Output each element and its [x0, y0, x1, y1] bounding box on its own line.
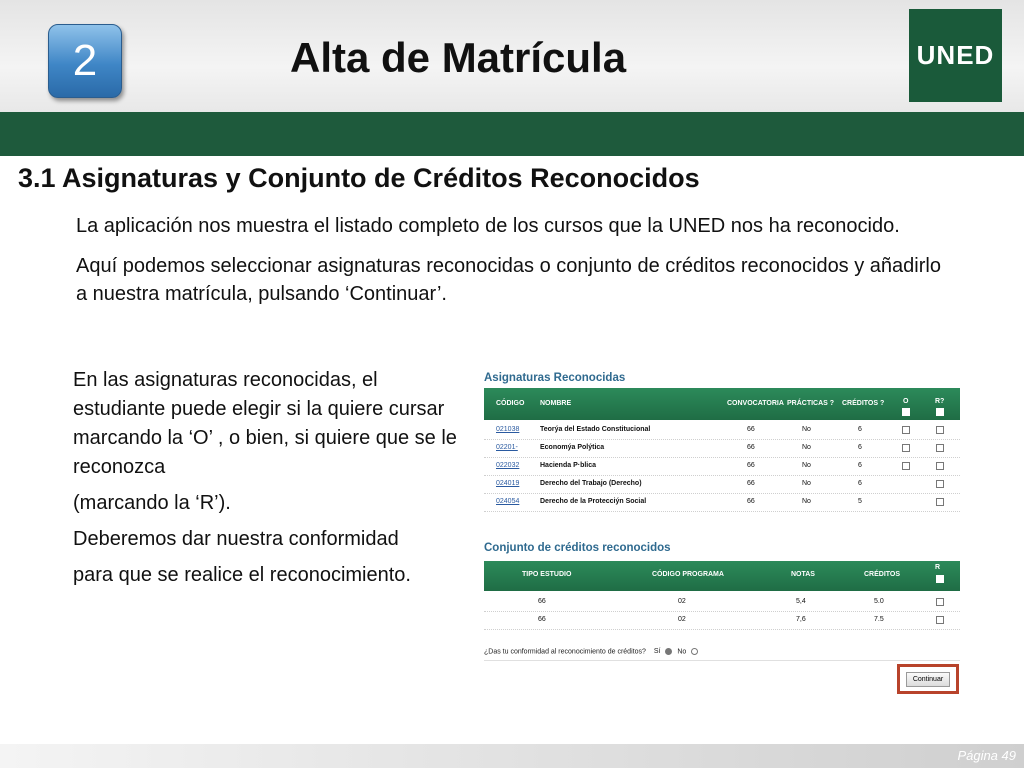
practicas-value: No: [802, 426, 811, 433]
no-label: No: [677, 648, 687, 656]
reconocer-r-checkbox[interactable]: [936, 462, 944, 470]
creditos-value: 6: [858, 462, 862, 469]
table-row: [484, 612, 960, 630]
yes-radio[interactable]: [665, 648, 672, 655]
practicas-value: No: [802, 480, 811, 487]
course-name: Hacienda P·blica: [540, 462, 597, 469]
practicas-value: No: [802, 498, 811, 505]
codigo-programa-value: 02: [678, 598, 686, 605]
conformity-question: [484, 648, 701, 655]
asignaturas-table-header: [484, 388, 960, 420]
tipo-estudio-value: 66: [538, 598, 546, 605]
course-name: Teorýa del Estado Constitucional: [540, 426, 651, 433]
convocatoria-value: 66: [747, 480, 755, 487]
creditos-value: 5.0: [874, 598, 884, 605]
course-code-link[interactable]: 021038: [496, 426, 520, 433]
column-header: TIPO ESTUDIO: [522, 571, 572, 578]
column-header: PRÁCTICAS ?: [787, 400, 835, 407]
cursar-o-checkbox[interactable]: [902, 426, 910, 434]
intro-paragraph: La aplicación nos muestra el listado completo de los cursos que la UNED nos ha reconocido.: [76, 215, 900, 237]
table-row: [484, 440, 960, 458]
column-header: NOTAS: [791, 571, 815, 578]
course-code-link[interactable]: 024019: [496, 480, 520, 487]
convocatoria-value: 66: [747, 498, 755, 505]
reconocer-r-checkbox[interactable]: [936, 444, 944, 452]
table-row: [484, 476, 960, 494]
side-paragraph: Deberemos dar nuestra conformidad: [73, 528, 399, 550]
course-name: Derecho de la Protecciýn Social: [540, 498, 647, 505]
course-code-link[interactable]: 024054: [496, 498, 520, 505]
notas-value: 5,4: [796, 598, 806, 605]
reconocer-r-checkbox[interactable]: [936, 426, 944, 434]
creditos-value: 6: [858, 426, 862, 433]
course-code-link[interactable]: 02201-: [496, 444, 518, 451]
course-code-link[interactable]: 022032: [496, 462, 520, 469]
column-header: CÓDIGO PROGRAMA: [652, 571, 724, 578]
header-divider-bar: [0, 112, 1024, 156]
side-text: [73, 366, 463, 597]
continue-highlight: [897, 664, 959, 694]
course-name: Economýa Polýtica: [540, 444, 605, 451]
convocatoria-value: 66: [747, 444, 755, 451]
reconocer-creditos-checkbox[interactable]: [936, 598, 944, 606]
reconocer-creditos-checkbox[interactable]: [936, 616, 944, 624]
practicas-value: No: [802, 462, 811, 469]
asignaturas-heading: Asignaturas Reconocidas: [484, 372, 626, 384]
convocatoria-value: 66: [747, 462, 755, 469]
screenshot-footer: [484, 660, 960, 699]
select-all-creditos-checkbox[interactable]: [936, 575, 944, 583]
table-row: [484, 458, 960, 476]
convocatoria-value: 66: [747, 426, 755, 433]
column-header: R: [935, 564, 941, 571]
reconocer-r-checkbox[interactable]: [936, 480, 944, 488]
column-header: CONVOCATORIA: [727, 400, 784, 407]
uned-logo: UNED: [909, 9, 1002, 102]
table-row: [484, 594, 960, 612]
select-all-o-checkbox[interactable]: [902, 408, 910, 416]
slide-header: [0, 0, 1024, 112]
side-paragraph: (marcando la ‘R’).: [73, 492, 231, 514]
creditos-value: 6: [858, 444, 862, 451]
question-text: ¿Das tu conformidad al reconocimiento de créditos?: [484, 648, 646, 656]
no-radio[interactable]: [691, 648, 698, 655]
column-header: CRÉDITOS: [864, 571, 901, 578]
table-row: [484, 494, 960, 512]
slide-footer: [0, 744, 1024, 768]
column-header: CRÉDITOS ?: [842, 400, 885, 407]
intro-paragraph: Aquí podemos seleccionar asignaturas reconocidas o conjunto de créditos reconocidos y añadirlo a nuestra matrícula, pulsando ‘Continuar’.: [76, 255, 941, 305]
page-number: Página 49: [957, 748, 1016, 763]
side-paragraph: para que se realice el reconocimiento.: [73, 564, 411, 586]
tipo-estudio-value: 66: [538, 616, 546, 623]
reconocer-r-checkbox[interactable]: [936, 498, 944, 506]
select-all-r-checkbox[interactable]: [936, 408, 944, 416]
section-title: 3.1 Asignaturas y Conjunto de Créditos Reconocidos: [18, 163, 700, 193]
cursar-o-checkbox[interactable]: [902, 462, 910, 470]
embedded-screenshot: [484, 366, 964, 700]
column-header: CÓDIGO: [496, 400, 525, 407]
continue-button[interactable]: Continuar: [906, 672, 950, 687]
yes-label: Sí: [653, 648, 661, 656]
creditos-heading: Conjunto de créditos reconocidos: [484, 542, 671, 554]
creditos-value: 5: [858, 498, 862, 505]
codigo-programa-value: 02: [678, 616, 686, 623]
creditos-value: 6: [858, 480, 862, 487]
slide-title: Alta de Matrícula: [290, 34, 627, 81]
notas-value: 7,6: [796, 616, 806, 623]
table-row: [484, 422, 960, 440]
creditos-table-header: [484, 561, 960, 591]
cursar-o-checkbox[interactable]: [902, 444, 910, 452]
side-paragraph: En las asignaturas reconocidas, el estudiante puede elegir si la quiere cursar marcando la ‘O’ , o bien, si quiere que se le reconozca: [73, 369, 457, 478]
course-name: Derecho del Trabajo (Derecho): [540, 480, 642, 487]
column-header: R?: [935, 398, 945, 405]
column-header: NOMBRE: [540, 400, 572, 407]
practicas-value: No: [802, 444, 811, 451]
intro-text: [76, 212, 956, 320]
creditos-value: 7.5: [874, 616, 884, 623]
step-badge: 2: [48, 24, 122, 98]
column-header: O: [903, 398, 909, 405]
